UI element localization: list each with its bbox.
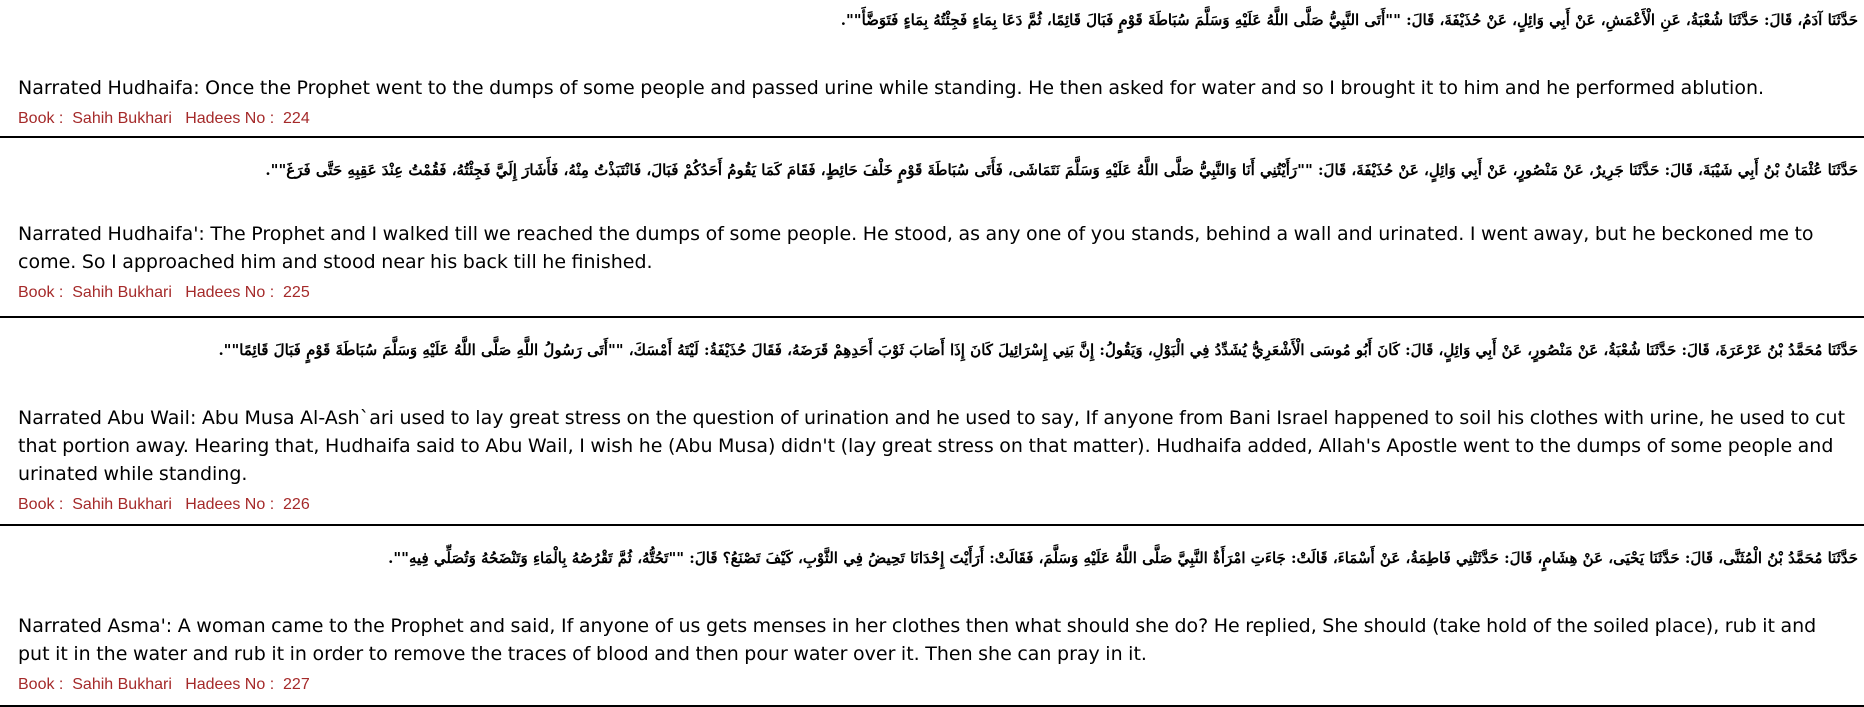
hadith-entry bbox=[0, 318, 1864, 526]
book-reference: Book : Sahih Bukhari Hadees No : 225 bbox=[18, 284, 310, 301]
book-reference: Book : Sahih Bukhari Hadees No : 227 bbox=[18, 676, 310, 693]
book-reference: Book : Sahih Bukhari Hadees No : 224 bbox=[18, 110, 310, 127]
arabic-text: حَدَّثَنَا مُحَمَّدُ بْنُ عَرْعَرَةَ، قَالَ: حَدَّثَنَا شُعْبَةُ، عَنْ مَنْصُورٍ، عَنْ أَبِي وَائِلٍ، قَالَ: كَانَ أَبُو مُوسَى الْأَشْعَرِيُّ يُشَدِّدُ فِي الْبَوْلِ، وَيَقُولُ: إِنَّ بَنِي إِسْرَائِيلَ كَانَ إِذَا أَصَابَ ثَوْبَ أَحَدِهِمْ قَرَضَهُ، فَقَالَ حُذَيْفَةُ: لَيْتَهُ أَمْسَكَ، ""أَتَى رَسُولُ اللَّهِ صَلَّى اللَّهُ عَلَيْهِ وَسَلَّمَ سُبَاطَةَ قَوْمٍ فَبَالَ قَائِمًا"". bbox=[218, 341, 1858, 359]
hadith-entry bbox=[0, 526, 1864, 707]
hadith-entry bbox=[0, 138, 1864, 318]
arabic-text: حَدَّثَنَا عُثْمَانُ بْنُ أَبِي شَيْبَةَ، قَالَ: حَدَّثَنَا جَرِيرٌ، عَنْ مَنْصُورٍ، عَنْ أَبِي وَائِلٍ، عَنْ حُذَيْفَةَ، قَالَ: ""رَأَيْتُنِي أَنَا وَالنَّبِيُّ صَلَّى اللَّهُ عَلَيْهِ وَسَلَّمَ نَتَمَاشَى، فَأَتَى سُبَاطَةَ قَوْمٍ خَلْفَ حَائِطٍ، فَقَامَ كَمَا يَقُومُ أَحَدُكُمْ فَبَالَ، فَانْتَبَذْتُ مِنْهُ، فَأَشَارَ إِلَيَّ فَجِئْتُهُ، فَقُمْتُ عِنْدَ عَقِبِهِ حَتَّى فَرَغَ"". bbox=[265, 161, 1858, 179]
english-translation: Narrated Asma': A woman came to the Prophet and said, If anyone of us gets menses in her clothes then what should she do? He replied, She should (take hold of the soiled place), rub it and put it in the water and rub it in order to remove the traces of blood and then pour water over it. Then she can pray in it. bbox=[18, 615, 1817, 665]
arabic-text: حَدَّثَنَا آدَمُ، قَالَ: حَدَّثَنَا شُعْبَةُ، عَنِ الْأَعْمَشِ، عَنْ أَبِي وَائِلٍ، عَنْ حُذَيْفَةَ، قَالَ: ""أَتَى النَّبِيُّ صَلَّى اللَّهُ عَلَيْهِ وَسَلَّمَ سُبَاطَةَ قَوْمٍ فَبَالَ قَائِمًا، ثُمَّ دَعَا بِمَاءٍ فَجِئْتُهُ بِمَاءٍ فَتَوَضَّأَ"". bbox=[840, 11, 1858, 29]
book-reference: Book : Sahih Bukhari Hadees No : 226 bbox=[18, 496, 310, 513]
english-translation: Narrated Hudhaifa: Once the Prophet went to the dumps of some people and passed urine while standing. He then asked for water and so I brought it to him and he performed ablution. bbox=[18, 77, 1765, 99]
hadith-entry bbox=[0, 0, 1864, 138]
english-translation: Narrated Hudhaifa': The Prophet and I walked till we reached the dumps of some people. He stood, as any one of you stands, behind a wall and urinated. I went away, but he beckoned me to come. So I approached him and stood near his back till he finished. bbox=[18, 223, 1814, 273]
english-translation: Narrated Abu Wail: Abu Musa Al-Ash`ari used to lay great stress on the question of urination and he used to say, If anyone from Bani Israel happened to soil his clothes with urine, he used to cut that portion away. Hearing that, Hudhaifa said to Abu Wail, I wish he (Abu Musa) didn't (lay great stress on that matter). Hudhaifa added, Allah's Apostle went to the dumps of some people and urinated while standing. bbox=[18, 407, 1846, 485]
arabic-text: حَدَّثَنَا مُحَمَّدُ بْنُ الْمُثَنَّى، قَالَ: حَدَّثَنَا يَحْيَى، عَنْ هِشَامٍ، قَالَ: حَدَّثَتْنِي فَاطِمَةُ، عَنْ أَسْمَاءَ، قَالَتْ: جَاءَتِ امْرَأَةٌ النَّبِيَّ صَلَّى اللَّهُ عَلَيْهِ وَسَلَّمَ، فَقَالَتْ: أَرَأَيْتَ إِحْدَانَا تَحِيضُ فِي الثَّوْبِ، كَيْفَ تَصْنَعُ؟ قَالَ: ""تَحُتُّهُ، ثُمَّ تَقْرُصُهُ بِالْمَاءِ وَتَنْضَحُهُ وَتُصَلِّي فِيهِ"". bbox=[388, 549, 1858, 567]
